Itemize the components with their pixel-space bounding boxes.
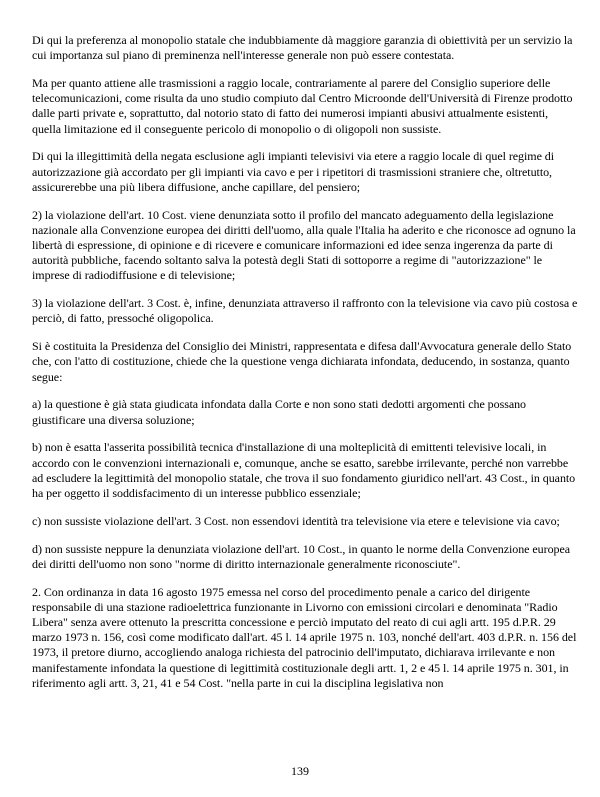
body-text [32,33,578,704]
paragraph-11: 2. Con ordinanza in data 16 agosto 1975 emessa nel corso del procedimento penale a carico del dirigente responsabile di una stazione radioelettrica funzionante in Livorno con emissioni circolari e denominata "Radio Libera" senza avere ottenuto la prescritta concessione e perciò imputato del reato di cui agli artt. 195 d.P.R. 29 marzo 1973 n. 156, così come modificato dall'art. 45 l. 14 aprile 1975 n. 103, nonché dell'art. 403 d.P.R. n. 156 del 1973, il pretore diurno, accogliendo analoga richiesta del patrocinio dell'imputato, dichiarava irrilevante e non manifestamente infondata la questione di legittimità costituzionale degli artt. 1, 2 e 45 l. 14 aprile 1975 n. 301, in riferimento agli artt. 3, 21, 41 e 54 Cost. "nella parte in cui la disciplina legislativa non [32,584,577,690]
paragraph-2: Ma per quanto attiene alle trasmissioni a raggio locale, contrariamente al parere del Consiglio superiore delle telecomunicazioni, come risulta da uno studio compiuto dal Centro Microonde dell'Università di Firenze prodotto dalle parti private e, soprattutto, dal notorio stato di fatto dei numerosi impianti abusivi attualmente esistenti, quella limitazione ed il conseguente pericolo di monopolio o di oligopoli non sussiste. [32,76,573,136]
paragraph-1: Di qui la preferenza al monopolio statale che indubbiamente dà maggiore garanzia di obiettività per un servizio la cui importanza sul piano di preminenza nell'interesse generale non può essere contestata. [32,33,573,63]
paragraph-3: Di qui la illegittimità della negata esclusione agli impianti televisivi via etere a raggio locale di quel regime di autorizzazione già accordato per gli impianti via cavo e per i ripetitori di trasmissioni straniere che, oltretutto, assicurerebbe una più libera diffusione, anche capillare, del pensiero; [32,149,555,194]
page-number: 139 [291,764,309,778]
paragraph-9: c) non sussiste violazione dell'art. 3 Cost. non essendovi identità tra televisione via etere e televisione via cavo; [32,513,560,528]
paragraph-6: Si è costituita la Presidenza del Consiglio dei Ministri, rappresentata e difesa dall'Avvocatura generale dello Stato che, con l'atto di costituzione, chiede che la questione venga dichiarata infondata, deducendo, in sostanza, quanto segue: [32,339,572,384]
paragraph-7: a) la questione è già stata giudicata infondata dalla Corte e non sono stati dedotti argomenti che possano giustificare una diversa soluzione; [32,397,527,427]
paragraph-10: d) non sussiste neppure la denunziata violazione dell'art. 10 Cost., in quanto le norme della Convenzione europea dei diritti dell'uomo non sono "norme di diritto internazionale generalmente riconosciute". [32,541,571,571]
paragraph-8: b) non è esatta l'asserita possibilità tecnica d'installazione di una molteplicità di emittenti televisive locali, in accordo con le convenzioni internazionali e, comunque, anche se esatto, sarebbe irrilevante, perché non varrebbe ad escludere la legittimità del monopolio statale, che trova il suo fondamento giuridico nell'art. 43 Cost., in quanto ha per oggetto il soddisfacimento di un interesse pubblico essenziale; [32,440,576,501]
paragraph-4: 2) la violazione dell'art. 10 Cost. viene denunziata sotto il profilo del mancato adeguamento della legislazione nazionale alla Convenzione europea dei diritti dell'uomo, alla quale l'Italia ha aderito e che riconosce ad ognuno la libertà di espressione, di opinione e di ricevere e comunicare informazioni ed idee senza ingerenza da parte di autorità pubbliche, facendo soltanto salva la potestà degli Stati di sottoporre a regime di "autorizzazione" le imprese di radiodiffusione e di televisione; [32,207,576,283]
paragraph-5: 3) la violazione dell'art. 3 Cost. è, infine, denunziata attraverso il raffronto con la televisione via cavo più costosa e perciò, di fatto, pressoché oligopolica. [32,296,578,326]
